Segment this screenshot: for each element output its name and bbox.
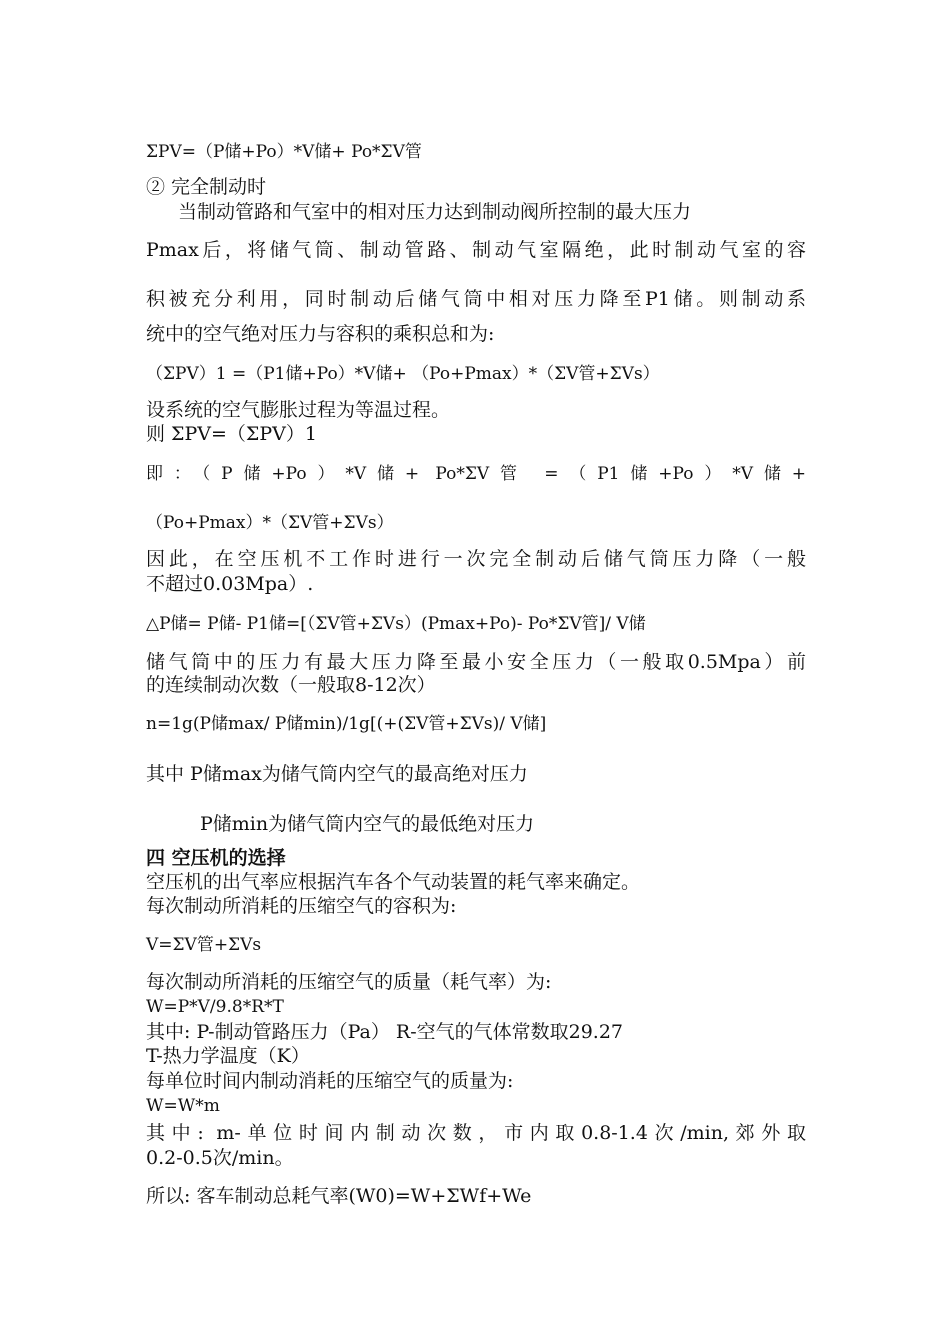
paragraph-text: 不超过0.03Mpa）.	[146, 573, 314, 595]
formula-sum-pv	[146, 140, 422, 164]
subheading-full-braking	[146, 175, 266, 199]
paragraph-line	[146, 673, 436, 697]
formula-expanded-cont	[146, 511, 394, 535]
paragraph-text: 储气筒中的压力有最大压力降至最小安全压力（一般取0.5Mpa）前	[146, 651, 806, 673]
formula-text: 即：（P储+Po）*V储+ Po*ΣV管 =（P1储+Po）*V储+	[146, 464, 806, 484]
paragraph-text: T-热力学温度（K）	[146, 1045, 310, 1067]
formula-total-consumption	[146, 1184, 531, 1208]
definition-text: 其中 P储max为储气筒内空气的最高绝对压力	[146, 763, 528, 785]
paragraph-text: 0.2-0.5次/min。	[146, 1147, 294, 1169]
paragraph-line	[146, 572, 313, 596]
paragraph-line	[146, 398, 450, 422]
paragraph-text: 因此，在空压机不工作时进行一次完全制动后储气筒压力降（一般	[146, 548, 806, 570]
paragraph-text: 每次制动所消耗的压缩空气的容积为:	[146, 895, 457, 917]
definition-line	[146, 762, 528, 786]
formula-text: 所以: 客车制动总耗气率(W0)=W+ΣWf+We	[146, 1185, 532, 1207]
paragraph-line	[146, 970, 551, 994]
paragraph-text: Pmax后，将储气筒、制动管路、制动气室隔绝，此时制动气室的容	[146, 239, 806, 261]
paragraph-line	[146, 238, 806, 262]
paragraph-line	[146, 287, 806, 311]
formula-pressure-drop	[146, 612, 646, 636]
formula-text: W=W*m	[146, 1096, 220, 1116]
paragraph-line	[146, 1146, 294, 1170]
paragraph-text: 其中: P-制动管路压力（Pa） R-空气的气体常数取29.27	[146, 1021, 624, 1043]
paragraph-text: 的连续制动次数（一般取8-12次）	[146, 674, 436, 696]
formula-text: （ΣPV）1 =（P1储+Po）*V储+ （Po+Pmax）*（ΣV管+ΣVs）	[146, 364, 660, 384]
paragraph-text: 空压机的出气率应根据汽车各个气动装置的耗气率来确定。	[146, 871, 641, 893]
formula-text: V=ΣV管+ΣVs	[146, 935, 262, 955]
paragraph-text: 其中: m-单位时间内制动次数，市内取0.8-1.4次/min,郊外取	[146, 1122, 806, 1144]
formula-text: （Po+Pmax）*（ΣV管+ΣVs）	[146, 513, 394, 533]
formula-mass-rate	[146, 1094, 220, 1118]
paragraph-line	[146, 1069, 513, 1093]
paragraph-line	[178, 200, 691, 224]
paragraph-line	[146, 870, 640, 894]
paragraph-line	[146, 894, 456, 918]
paragraph-text: 设系统的空气膨胀过程为等温过程。	[146, 399, 451, 421]
paragraph-text: 当制动管路和气室中的相对压力达到制动阀所控制的最大压力	[178, 201, 692, 223]
paragraph-text: 每单位时间内制动消耗的压缩空气的质量为:	[146, 1070, 514, 1092]
subheading-text: ② 完全制动时	[146, 176, 267, 198]
section-heading	[146, 846, 286, 870]
paragraph-line	[146, 1044, 310, 1068]
formula-expanded	[146, 462, 806, 486]
formula-text: W=P*V/9.8*R*T	[146, 997, 284, 1017]
definition-line	[200, 812, 534, 836]
formula-sum-pv-prime	[146, 362, 660, 386]
paragraph-line	[146, 650, 806, 674]
formula-volume	[146, 933, 261, 957]
formula-braking-count	[146, 712, 546, 736]
definition-text: P储min为储气筒内空气的最低绝对压力	[200, 813, 535, 835]
paragraph-line	[146, 322, 494, 346]
section-heading-text: 四 空压机的选择	[146, 847, 286, 869]
formula-text: △P储= P储- P1储=[（ΣV管+ΣVs）(Pmax+Po)- Po*ΣV管]/ V储	[146, 614, 646, 634]
formula-equality	[146, 422, 317, 446]
paragraph-line	[146, 1020, 623, 1044]
formula-text: ΣPV=（P储+Po）*V储+ Po*ΣV管	[146, 142, 422, 162]
paragraph-text: 每次制动所消耗的压缩空气的质量（耗气率）为:	[146, 971, 552, 993]
paragraph-text: 积被充分利用，同时制动后储气筒中相对压力降至P1储。则制动系	[146, 288, 806, 310]
formula-text: n=1g(P储max/ P储min)/1g[(+(ΣV管+ΣVs)/ V储]	[146, 714, 547, 734]
paragraph-text: 统中的空气绝对压力与容积的乘积总和为:	[146, 323, 495, 345]
paragraph-line	[146, 547, 806, 571]
formula-mass	[146, 995, 284, 1019]
formula-text: 则 ΣPV=（ΣPV）1	[146, 423, 317, 445]
paragraph-line	[146, 1121, 806, 1145]
